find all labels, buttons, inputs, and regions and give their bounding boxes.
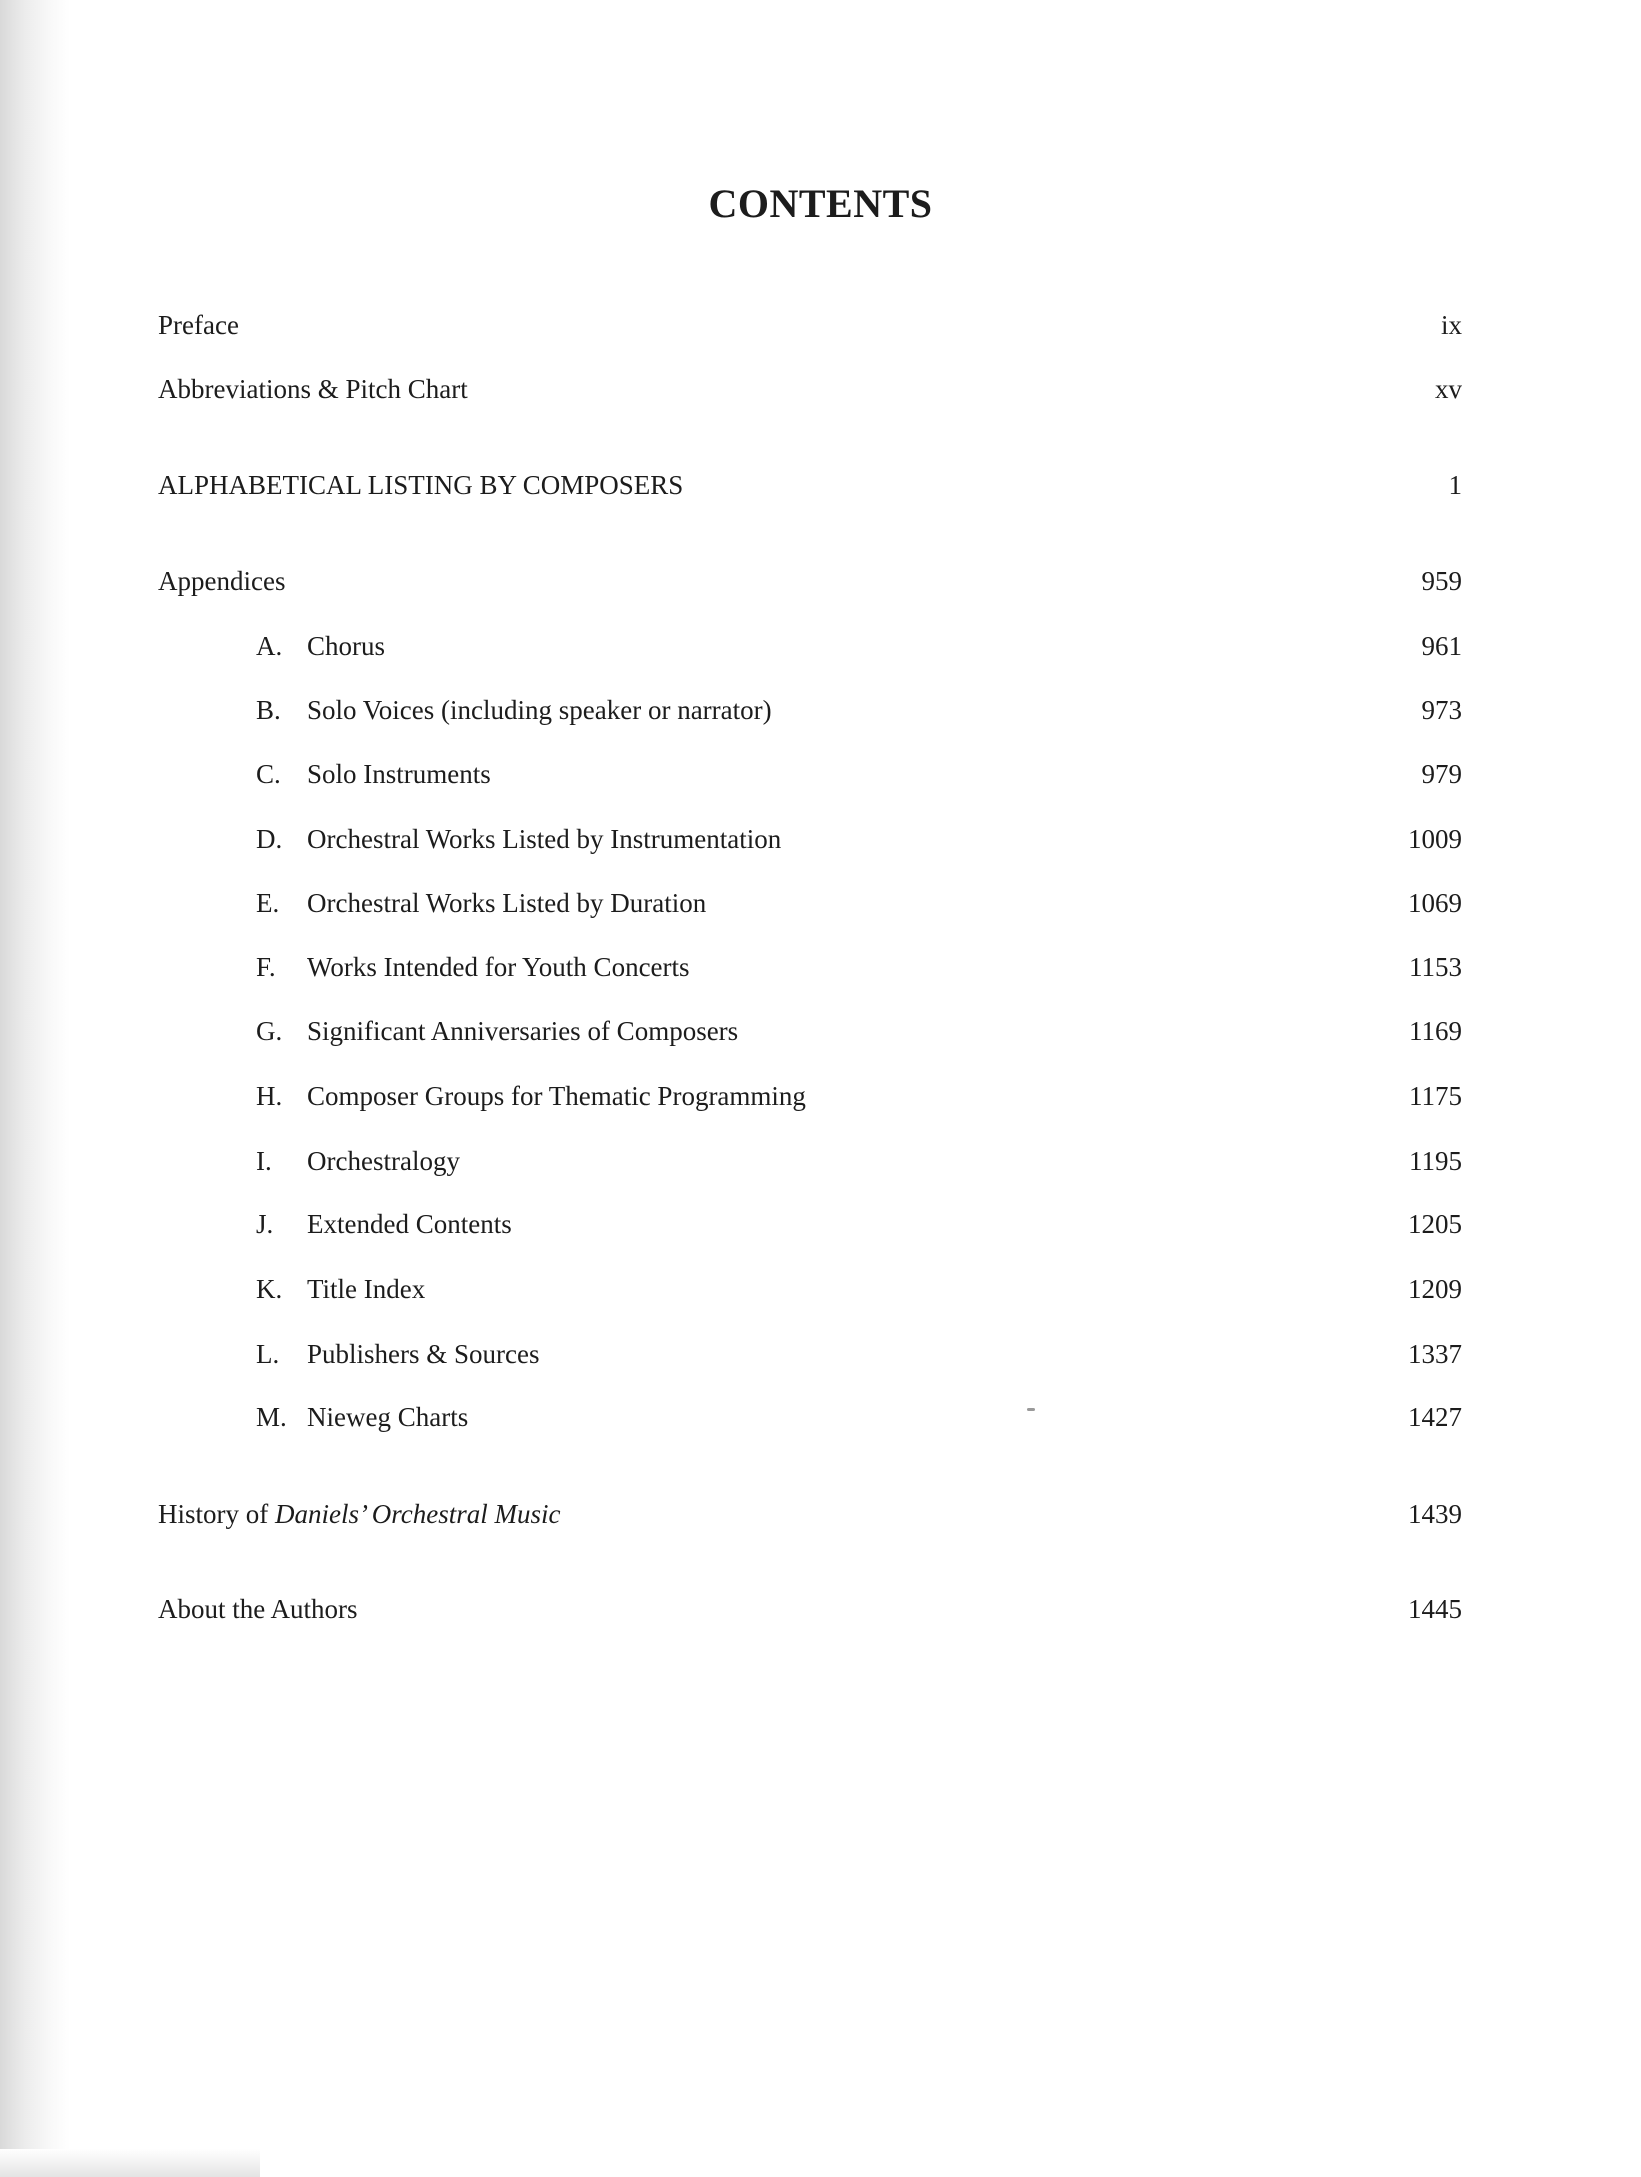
toc-entry-alphabetical-listing bbox=[158, 465, 1462, 505]
appendix-page: 1205 bbox=[1408, 1209, 1462, 1239]
appendix-label: Orchestral Works Listed by Duration bbox=[307, 888, 707, 918]
appendix-page: 1175 bbox=[1409, 1081, 1462, 1111]
toc-entry-label-title: Daniels’ Orchestral Music bbox=[275, 1499, 561, 1529]
appendix-page: 1337 bbox=[1408, 1339, 1462, 1369]
appendix-page: 1195 bbox=[1409, 1146, 1462, 1176]
appendix-page: 1153 bbox=[1409, 952, 1462, 982]
appendix-page: 979 bbox=[1421, 759, 1462, 789]
toc-entry-page: 1439 bbox=[1408, 1499, 1462, 1529]
appendix-label: Solo Voices (including speaker or narrator) bbox=[307, 695, 772, 725]
toc-appendix-m bbox=[158, 1397, 1462, 1437]
toc-entry-page: xv bbox=[1435, 374, 1462, 404]
toc-entry-preface bbox=[158, 305, 1462, 345]
page-gutter-shadow bbox=[0, 0, 70, 2177]
appendix-label: Solo Instruments bbox=[307, 759, 491, 789]
appendix-letter: D. bbox=[256, 824, 283, 854]
toc-appendix-k bbox=[158, 1269, 1462, 1309]
paper-speck bbox=[1027, 1408, 1035, 1411]
toc-appendix-a bbox=[158, 626, 1462, 666]
appendix-letter: K. bbox=[256, 1274, 283, 1304]
toc-appendix-c bbox=[158, 754, 1462, 794]
appendix-label: Extended Contents bbox=[307, 1209, 512, 1239]
appendix-label: Works Intended for Youth Concerts bbox=[307, 952, 690, 982]
toc-appendix-e bbox=[158, 883, 1462, 923]
toc-appendix-l bbox=[158, 1334, 1462, 1374]
toc-appendix-j bbox=[158, 1204, 1462, 1244]
appendix-page: 973 bbox=[1421, 695, 1462, 725]
toc-entry-label: ALPHABETICAL LISTING BY COMPOSERS bbox=[158, 470, 684, 500]
appendix-label: Title Index bbox=[307, 1274, 426, 1304]
toc-entry-label-prefix: History of bbox=[158, 1499, 275, 1529]
toc-entry-label: Appendices bbox=[158, 566, 286, 596]
appendix-label: Composer Groups for Thematic Programming bbox=[307, 1081, 806, 1111]
toc-entry-page: 1445 bbox=[1408, 1594, 1462, 1624]
appendix-letter: A. bbox=[256, 631, 283, 661]
page-title: CONTENTS bbox=[708, 181, 933, 226]
appendix-label: Orchestral Works Listed by Instrumentation bbox=[307, 824, 782, 854]
appendix-letter: I. bbox=[256, 1146, 272, 1176]
appendix-letter: F. bbox=[256, 952, 276, 982]
appendix-letter: E. bbox=[256, 888, 280, 918]
appendix-letter: B. bbox=[256, 695, 281, 725]
toc-entry-label: Abbreviations & Pitch Chart bbox=[158, 374, 468, 404]
appendix-page: 961 bbox=[1421, 631, 1462, 661]
toc-entry-label: Preface bbox=[158, 310, 239, 340]
appendix-label: Publishers & Sources bbox=[307, 1339, 540, 1369]
toc-appendix-g bbox=[158, 1011, 1462, 1051]
toc-entry-history bbox=[158, 1494, 1462, 1534]
toc-entry-abbreviations bbox=[158, 369, 1462, 409]
appendix-letter: G. bbox=[256, 1016, 283, 1046]
appendix-letter: L. bbox=[256, 1339, 280, 1369]
appendix-letter: H. bbox=[256, 1081, 283, 1111]
appendix-page: 1009 bbox=[1408, 824, 1462, 854]
toc-appendix-d bbox=[158, 819, 1462, 859]
toc-appendix-i bbox=[158, 1141, 1462, 1181]
toc-entry-appendices bbox=[158, 561, 1462, 601]
toc-entry-page: 1 bbox=[1448, 470, 1462, 500]
appendix-page: 1209 bbox=[1408, 1274, 1462, 1304]
appendix-label: Chorus bbox=[307, 631, 386, 661]
toc-entry-label: About the Authors bbox=[158, 1594, 358, 1624]
appendix-label: Nieweg Charts bbox=[307, 1402, 469, 1432]
toc-appendix-f bbox=[158, 947, 1462, 987]
page-edge-shadow bbox=[0, 2149, 260, 2177]
appendix-page: 1427 bbox=[1408, 1402, 1462, 1432]
appendix-label: Orchestralogy bbox=[307, 1146, 460, 1176]
appendix-page: 1069 bbox=[1408, 888, 1462, 918]
appendix-label: Significant Anniversaries of Composers bbox=[307, 1016, 739, 1046]
appendix-letter: M. bbox=[256, 1402, 287, 1432]
toc-appendix-h bbox=[158, 1076, 1462, 1116]
appendix-letter: J. bbox=[256, 1209, 274, 1239]
appendix-letter: C. bbox=[256, 759, 281, 789]
toc-appendix-b bbox=[158, 690, 1462, 730]
appendix-page: 1169 bbox=[1409, 1016, 1462, 1046]
toc-entry-page: ix bbox=[1440, 310, 1462, 340]
toc-entry-page: 959 bbox=[1421, 566, 1462, 596]
toc-entry-about-authors bbox=[158, 1589, 1462, 1629]
toc-entry-label bbox=[158, 1494, 560, 1534]
